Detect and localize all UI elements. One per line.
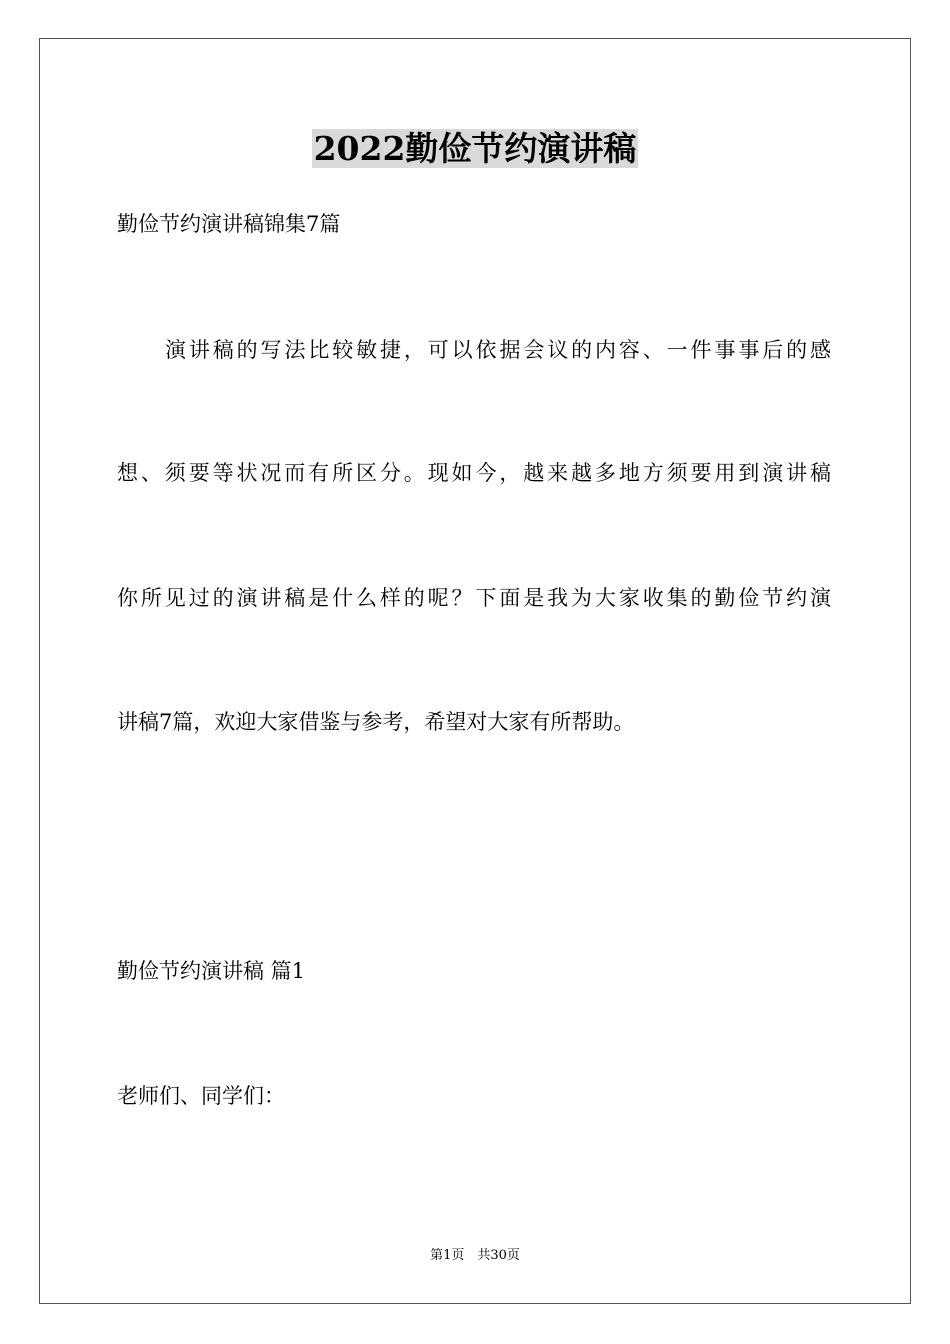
document-title	[0, 124, 950, 174]
document-subtitle: 勤俭节约演讲稿锦集7篇	[117, 212, 341, 236]
intro-line-2: 想、须要等状况而有所区分。现如今，越来越多地方须要用到演讲稿	[117, 461, 831, 485]
intro-line-1: 演讲稿的写法比较敏捷，可以依据会议的内容、一件事事后的感	[165, 338, 831, 362]
salutation: 老师们、同学们：	[117, 1084, 285, 1108]
page-footer: 第1页 共30页	[430, 1248, 520, 1263]
document-title-text: 2022勤俭节约演讲稿	[313, 129, 637, 168]
intro-line-4: 讲稿7篇，欢迎大家借鉴与参考，希望对大家有所帮助。	[117, 710, 635, 734]
intro-line-3: 你所见过的演讲稿是什么样的呢？下面是我为大家收集的勤俭节约演	[117, 586, 831, 610]
section-heading: 勤俭节约演讲稿 篇1	[117, 959, 306, 983]
